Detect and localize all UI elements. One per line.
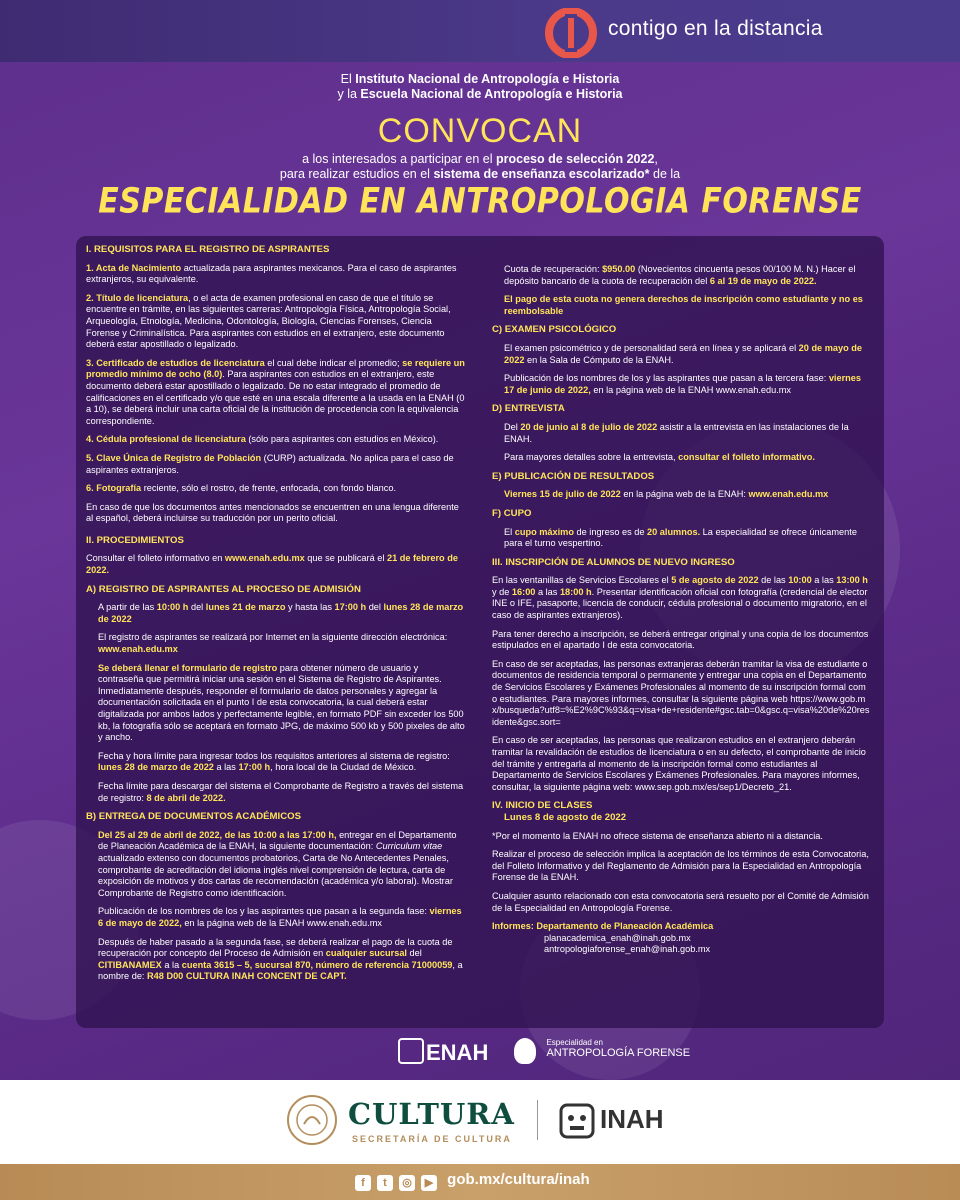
enah-logo: ENAH (398, 1038, 488, 1066)
list-item: 6. Fotografía reciente, sólo el rostro, de frente, enfocada, con fondo blanco. (86, 483, 396, 494)
paragraph: Realizar el proceso de selección implica la aceptación de los términos de esta Convocatoria, del Folleto Informativo y del Reglamento de Admisión para la Especialidad en Antropología Forense de la ENAH. (492, 849, 869, 883)
secretaria-text: SECRETARÍA DE CULTURA (352, 1134, 512, 1144)
contigo-logo-icon (545, 8, 601, 58)
paragraph: Viernes 15 de julio de 2022 en la página web de la ENAH: www.enah.edu.mx (504, 489, 829, 500)
subsection-heading: B) ENTREGA DE DOCUMENTOS ACADÉMICOS (86, 811, 301, 823)
paragraph: Del 25 al 29 de abril de 2022, de las 10:00 a las 17:00 h, entregar en el Departamento de Planeación Académica de la ENAH, la siguiente documentación: Curriculum vitae actualizado extenso con documentos probatorios, Carta de No Antecedentes Penales, comprobante de acreditación del idioma inglés nivel comprensión de lectura, carta de exposición de motivos y dos cartas de recomendación (académica y/o laboral). Mostrar Comprobante de Registro como identificación. (98, 829, 457, 898)
paragraph: El cupo máximo de ingreso es de 20 alumnos. La especialidad se ofrece únicamente para el turno vespertino. (504, 526, 857, 549)
inah-logo-icon (558, 1102, 596, 1140)
paragraph: Después de haber pasado a la segunda fase, se deberá realizar el pago de la cuota de recuperación por concepto del Proceso de Admisión en cualquier sucursal del CITIBANAMEX a la cuenta 3615 – 5, sucursal 870, número de referencia 71000059, a nombre de: R48 D00 CULTURA INAH CONCENT DE CAPT. (98, 936, 463, 982)
paragraph: Del 20 de junio al 8 de julio de 2022 asistir a la entrevista en las instalaciones de la ENAH. (504, 421, 849, 444)
section-heading: III. INSCRIPCIÓN DE ALUMNOS DE NUEVO INGRESO (492, 556, 735, 568)
left-column (86, 244, 466, 990)
paragraph: Se deberá llenar el formulario de registro para obtener número de usuario y contraseña que permitirá iniciar una sesión en el Sistema de Registro de Aspirantes. Inmediatamente después, responder el formulario de datos personales y agregar la documentación solicitada en el punto I de esta convocatoria, la cual deberá estar digitalizada por ambos lados y perfectamente legible, en formato PDF sin exceder los 500 kb, la fotografía sólo se aceptará en formato JPG, de máximo 500 kb y 500 pixeles de alto y ancho. (98, 662, 465, 743)
email: antropologiaforense_enah@inah.gob.mx (544, 944, 711, 955)
forense-logo: Especialidad en ANTROPOLOGÍA FORENSE (514, 1038, 690, 1064)
paragraph: En caso de ser aceptadas, las personas que realizaron estudios en el extranjero deberán tramitar la revalidación de estudios de licenciatura o en su defecto, el comprobante de inicio del trámite y entregarla al momento de la inscripción formal como estudiantes al Departamento de Servicios Escolares y Exámenes Profesionales. Para mayores informes, consultar, la siguiente página web: www.sep.gob.mx/es/sep1/Decreto_21. (492, 735, 866, 792)
paragraph: Fecha y hora límite para ingresar todos los requisitos anteriores al sistema de registro: lunes 28 de marzo de 2022 a las 17:00 h, hora local de la Ciudad de México. (98, 750, 450, 773)
youtube-icon[interactable]: ▶ (421, 1175, 437, 1191)
paragraph: Consultar el folleto informativo en www.enah.edu.mx que se publicará el 21 de febrero de 2022. (86, 553, 458, 576)
subtitle: a los interesados a participar en el proceso de selección 2022, para realizar estudios en el sistema de enseñanza escolarizado* de la (279, 152, 681, 181)
section-heading: Lunes 8 de agosto de 2022 (504, 811, 627, 823)
subsection-heading: A) REGISTRO DE ASPIRANTES AL PROCESO DE ADMISIÓN (86, 583, 361, 595)
paragraph: Fecha límite para descargar del sistema el Comprobante de Registro a través del sistema de registro: 8 de abril de 2022. (98, 780, 464, 803)
paragraph: El pago de esta cuota no genera derechos de inscripción como estudiante y no es reembolsable (504, 294, 863, 316)
divider (537, 1100, 538, 1140)
email: planacademica_enah@inah.gob.mx (544, 932, 691, 943)
paragraph: El registro de aspirantes se realizará por Internet en la siguiente dirección electrónica: www.enah.edu.mx (98, 632, 448, 655)
paragraph: En las ventanillas de Servicios Escolares el 5 de agosto de 2022 de las 10:00 a las 13:00 h y de 16:00 a las 18:00 h. Presentar identificación oficial con fotografía (credencial de elector INE o IFE, pasaporte, licencia de conducir, cédula profesional o documento migratorio, en el caso de aspirantes extranjeros). (492, 575, 868, 621)
paragraph: Para mayores detalles sobre la entrevista, consultar el folleto informativo. (504, 452, 815, 463)
intro-text: El Instituto Nacional de Antropología e Historia y la Escuela Nacional de Antropología e Historia (337, 72, 623, 101)
list-item: 5. Clave Única de Registro de Población (CURP) actualizada. No aplica para el caso de aspirantes extranjeros. (86, 452, 454, 475)
right-column (492, 244, 870, 956)
subsection-heading: E) PUBLICACIÓN DE RESULTADOS (492, 470, 655, 482)
section-heading: IV. INICIO DE CLASES (492, 800, 593, 812)
section-heading: I. REQUISITOS PARA EL REGISTRO DE ASPIRANTES (86, 244, 330, 255)
convocan-title: CONVOCAN (377, 112, 583, 150)
paragraph: Publicación de los nombres de los y las aspirantes que pasan a la segunda fase: viernes 6 de mayo de 2022, en la página web de la ENAH www.enah.edu.mx (98, 906, 462, 928)
top-banner (0, 0, 960, 62)
paragraph: *Por el momento la ENAH no ofrece sistema de enseñanza abierto ni a distancia. (492, 830, 823, 841)
inah-logo: INAH (600, 1104, 664, 1134)
program-headline: ESPECIALIDAD EN ANTROPOLOGIA FORENSE (98, 181, 862, 222)
twitter-icon[interactable]: t (377, 1175, 393, 1191)
brand-text: contigo en la distancia (608, 17, 823, 40)
subsection-heading: C) EXAMEN PSICOLÓGICO (492, 324, 617, 336)
paragraph: A partir de las 10:00 h del lunes 21 de marzo y hasta las 17:00 h del lunes 28 de marzo de 2022 (98, 602, 464, 624)
paragraph: El examen psicométrico y de personalidad será en línea y se aplicará el 20 de mayo de 2022 en la Sala de Cómputo de la ENAH. (504, 342, 862, 365)
instagram-icon[interactable]: ◎ (399, 1175, 415, 1191)
contact-heading: Informes: Departamento de Planeación Académica (492, 921, 714, 932)
facebook-icon[interactable]: f (355, 1175, 371, 1191)
paragraph: Cuota de recuperación: $950.00 (Novecientos cincuenta pesos 00/100 M. N.) Hacer el depósito bancario de la cuota de recuperación del 6 al 19 de mayo de 2022. (504, 264, 856, 286)
list-item: 3. Certificado de estudios de licenciatura el cual debe indicar el promedio; se requiere un promedio mínimo de ocho (8.0). Para aspirantes con estudios en el extranjero, este documento deberá estar apostillado o legalizado. De no estar integrado el promedio de calificaciones en el certificado y/o que esté en una escala diferente a la usada en la ENAH (0 a 10), se deberá incluir una carta oficial de la institución de procedencia con la equivalencia correspondiente. (86, 357, 465, 426)
paragraph: En caso de que los documentos antes mencionados se encuentren en una lengua diferente al español, deberá incluirse su traducción por un perito oficial. (86, 501, 459, 524)
cultura-logo: CULTURA (348, 1097, 515, 1131)
paragraph: En caso de ser aceptadas, las personas extranjeras deberán tramitar la visa de estudiante o documentos de residencia temporal o permanente y entregar una copia en el Departamento de Servicios Escolares y Exámenes Profesionales al momento de su inscripción formal como estudiantes. Para mayores informes, consultar la siguiente página web https://www.gob.mx/busqueda?utf8=%E2%9C%93&q=visa+de+residente#gsc.tab=0&gsc.q=visa%20de%20residente&gsc.sort= (492, 658, 870, 727)
site-url[interactable]: gob.mx/cultura/inah (447, 1171, 590, 1188)
paragraph: Para tener derecho a inscripción, se deberá entregar original y una copia de los documentos estipulados en el apartado I de esta convocatoria. (492, 628, 869, 651)
social-links (355, 1171, 590, 1191)
list-item: 1. Acta de Nacimiento actualizada para aspirantes mexicanos. Para el caso de aspirantes extranjeros, su equivalente. (86, 262, 457, 285)
list-item: 2. Título de licenciatura, o el acta de examen profesional en caso de que el título se encuentre en trámite, en las siguientes carreras: Antropología Física, Antropología Social, Arqueología, Etnología, Medicina, Odontología, Biología, Ciencias Forenses, Ciencia Forense y Criminalística. Para aspirantes con estudios en el extranjero, este documento deberá estar apostillado o legalizado. (86, 292, 451, 350)
paragraph: Cualquier asunto relacionado con esta convocatoria será resuelto por el Comité de Admisión de la Especialidad en Antropología Forense. (492, 890, 869, 913)
list-item: 4. Cédula profesional de licenciatura (sólo para aspirantes con estudios en México). (86, 434, 439, 445)
mexico-seal-icon (286, 1092, 338, 1148)
subsection-heading: F) CUPO (492, 507, 532, 519)
paragraph: Publicación de los nombres de los y las aspirantes que pasan a la tercera fase: viernes 17 de junio de 2022, en la página web de la ENAH www.enah.edu.mx (504, 373, 861, 395)
section-heading: II. PROCEDIMIENTOS (86, 534, 184, 546)
subsection-heading: D) ENTREVISTA (492, 403, 565, 415)
